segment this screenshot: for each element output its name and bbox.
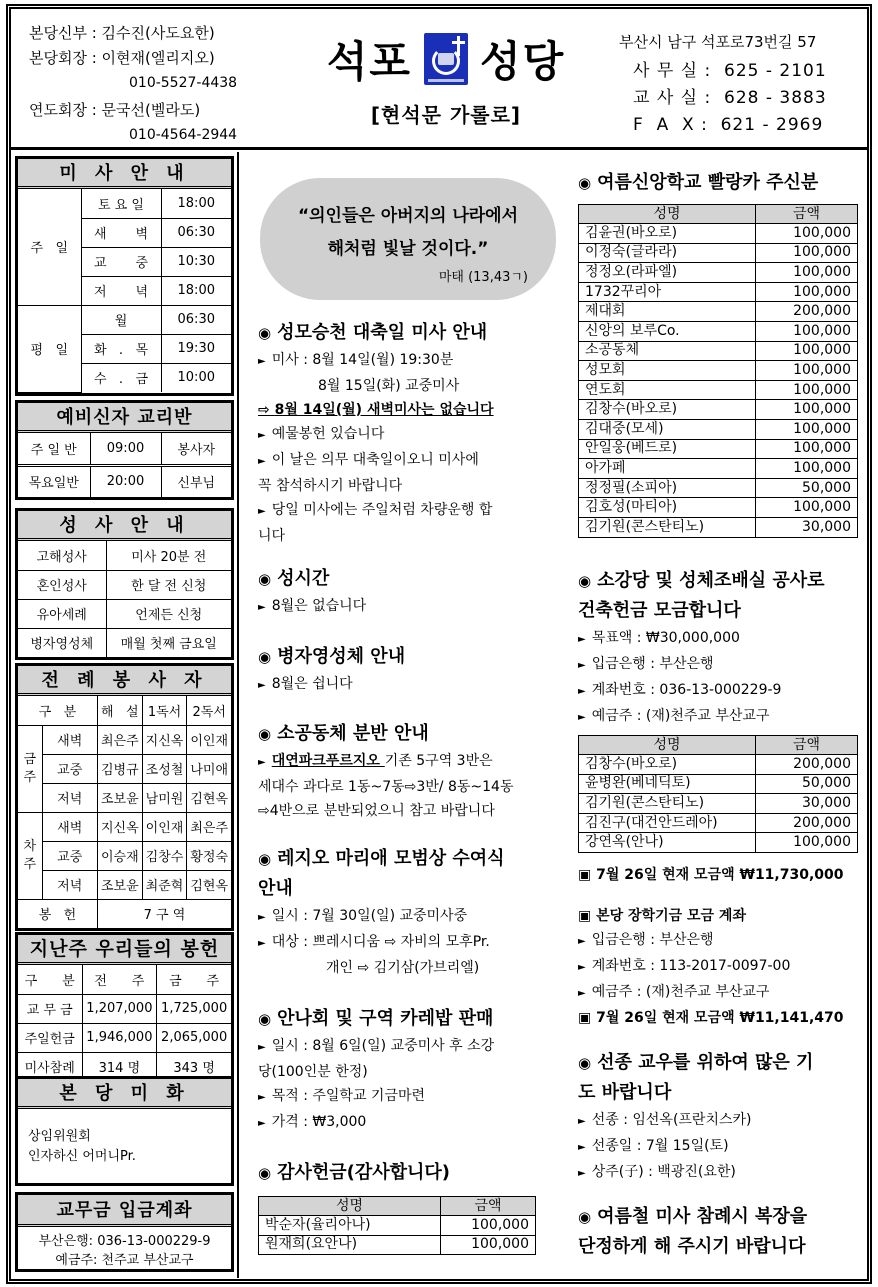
mass-time: 10:00 [161,363,231,392]
donor-amount: 100,000 [441,1216,536,1236]
slot: 교중 [42,841,97,870]
summer-donor-table [578,204,858,538]
donor-amount: 200,000 [756,302,858,322]
reader2: 최은주 [187,812,231,841]
section-title: 본당 장학기금 모금 계좌 [596,908,746,924]
bullseye-icon: ◉ [578,1054,592,1072]
text-line: 미사 : 8월 14일(월) 19:30분 [271,352,454,368]
text-line: 입금은행 : 부산은행 [591,932,714,948]
donor-row [579,439,858,459]
arrow-icon: ► [258,456,266,467]
donor-row [579,224,858,244]
arrow-icon: ► [578,936,586,947]
text-line: 세대수 과다로 1동~7동⇨3반/ 8동~14동 [258,779,514,795]
bullseye-icon: ◉ [258,648,272,666]
arrow-icon: ► [578,988,586,999]
arrow-icon: ► [258,680,266,691]
donor-amount: 100,000 [756,498,858,518]
parish-chair-phone: 010-5527-4438 [129,75,238,91]
section-title: 선종 교우를 위하여 많은 기 [597,1052,814,1073]
donor-name: 신앙의 보루Co. [579,321,756,341]
donor-amount: 200,000 [756,755,858,775]
arrow-icon: ► [258,757,266,768]
donor-amount: 100,000 [756,439,858,459]
arrow-icon: ► [258,1092,266,1103]
arrow-icon: ► [258,912,266,923]
sacraments-box [15,508,234,660]
left-column [11,152,239,1278]
col-header: 금액 [756,205,858,224]
arrow-icon: ► [258,1118,266,1129]
quote-line: “의인들은 아버지의 나라에서 [297,206,519,226]
scholarship-section [578,904,863,1030]
title-word-left: 석포 [326,37,412,86]
donor-amount: 100,000 [756,243,858,263]
donor-row [579,419,858,439]
slot: 저녁 [42,870,97,899]
class-name: 목요일반 [18,465,90,497]
commentator: 조보윤 [97,870,142,899]
commentator: 김병규 [97,754,142,783]
square-bullet-icon: ▣ [578,1010,597,1026]
donor-name: 김진구(대건안드레아) [579,813,756,833]
donor-name: 김기원(콘스탄티노) [579,794,756,814]
square-bullet-icon: ▣ [578,866,597,883]
col-header: 구 분 [18,965,82,994]
col-header: 성명 [579,736,756,755]
holy-hour-section [258,564,543,620]
section-title: 단정하게 해 주시기 바랍니다 [578,1236,806,1257]
commentator: 이승재 [97,841,142,870]
donor-name: 아가페 [579,459,756,479]
text-line: 선종 : 임선옥(프란치스카) [591,1112,752,1128]
donor-name: 성모회 [579,361,756,381]
sacrament-name: 혼인성사 [18,570,106,599]
section-title: 소공동체 분반 안내 [277,723,429,744]
bullseye-icon: ◉ [578,1208,592,1226]
class-teacher: 봉사자 [161,433,231,465]
text-line: 8월 14일(월) 새벽미사는 없습니다 [274,402,494,418]
scripture-quote [260,178,556,300]
donor-amount: 100,000 [756,419,858,439]
summer-school-section [578,168,863,538]
mass-time: 18:00 [161,189,231,218]
commentator: 최은주 [97,725,142,754]
commentator: 지신옥 [97,812,142,841]
slot: 교중 [42,754,97,783]
prev-week: 1,946,000 [82,1023,157,1052]
text-line: 대상 : 쁘레시디움 ⇨ 자비의 모후Pr. [271,934,490,950]
class-time: 20:00 [90,465,161,497]
arrow-icon: ► [578,1168,586,1179]
donor-amount: 100,000 [756,400,858,420]
offerings-box [15,932,234,1084]
text-line: 계좌번호 : 113-2017-0097-00 [591,958,791,974]
col-header: 1독서 [142,696,187,725]
text-line: 예물봉헌 있습니다 [271,426,385,442]
building-fund-section [578,566,863,887]
address: 부산시 남구 석포로73번길 57 [619,33,817,51]
this-week: 2,065,000 [157,1023,231,1052]
donor-row [579,794,858,814]
text-line: 8월 15일(화) 교중미사 [318,378,460,394]
section-title: 안내 [258,878,293,899]
arrow-icon: ► [258,506,266,517]
liturgy-servers-title: 전 례 봉 사 자 [18,666,231,696]
col-header: 금액 [756,736,858,755]
reader2: 김현옥 [187,783,231,812]
reader1: 이인재 [142,812,187,841]
donor-amount: 100,000 [441,1235,536,1255]
mass-name: 토 요 일 [81,189,161,218]
catechumen-box [15,400,234,500]
text-line: 8월은 쉽니다 [271,676,353,692]
bulletin-header [11,9,867,150]
offering-type: 미사참례 [18,1052,82,1081]
text-line: 일시 : 8월 6일(일) 교중미사 후 소강 [271,1038,495,1054]
dress-code-section [578,1202,863,1262]
donor-name: 김창수(바오로) [579,400,756,420]
donor-row [579,380,858,400]
col-header: 2독서 [187,696,231,725]
text-line: 꼭 참석하시기 바랍니다 [258,478,403,494]
section-title: 건축헌금 모금합니다 [578,600,741,621]
account-holder: 예금주: 천주교 부산교구 [55,1253,194,1268]
donor-amount: 100,000 [756,833,858,853]
donor-name: 김창수(바오로) [579,755,756,775]
this-week-label: 금주 [18,725,42,812]
mass-schedule-box [15,156,234,396]
prev-week: 314 명 [82,1052,157,1081]
parish-contact [619,31,827,139]
donor-row [579,361,858,381]
mass-name: 저 녁 [81,276,161,305]
arrow-icon: ► [258,430,266,441]
arrow-icon: ► [578,634,586,645]
bullseye-icon: ◉ [258,324,272,342]
offering-district: 7 구 역 [97,899,231,928]
account-number: 부산은행: 036-13-000229-9 [38,1234,211,1249]
slot: 저녁 [42,783,97,812]
donor-name: 원재희(요안나) [259,1235,441,1255]
quote-line: 해처럼 빛날 것이다.” [327,239,489,259]
mass-name: 새 벽 [81,218,161,247]
mass-time: 19:30 [161,334,231,363]
legio-section [258,844,543,980]
donor-amount: 100,000 [756,321,858,341]
prev-week: 1,207,000 [82,994,157,1023]
donor-name: 김호성(마티아) [579,498,756,518]
donor-name: 소공동체 [579,341,756,361]
bullseye-icon: ◉ [578,572,592,590]
col-header: 성명 [259,1197,441,1216]
quote-reference: 마태 (13,43ㄱ) [438,270,528,285]
reader2: 김현옥 [187,870,231,899]
reader1: 지신옥 [142,725,187,754]
arrow-icon: ► [258,938,266,949]
mass-name: 화 . 목 [81,334,161,363]
text-line: 니다 [258,528,286,544]
donor-row [579,302,858,322]
reader1: 남미원 [142,783,187,812]
donor-row [579,321,858,341]
section-title: 여름신앙학교 빨랑카 주신분 [597,172,819,193]
mass-time: 18:00 [161,276,231,305]
sacraments-title: 성 사 안 내 [18,511,231,541]
sacrament-info: 미사 20분 전 [106,541,231,570]
mass-name: 수 . 금 [81,363,161,392]
donor-row [579,243,858,263]
donor-amount: 100,000 [756,459,858,479]
donor-row [579,263,858,283]
bullseye-icon: ◉ [258,570,272,588]
donor-amount: 50,000 [756,478,858,498]
commentator: 조보윤 [97,783,142,812]
sunday-label: 주 일 [18,189,81,305]
small-community-section [258,719,543,823]
donor-name: 박순자(율리아나) [259,1216,441,1236]
text-line: 이 날은 의무 대축일이오니 미사에 [271,452,479,468]
col-header: 금 주 [157,965,231,994]
mass-schedule-title: 미 사 안 내 [18,159,231,189]
donor-name: 이정숙(글라라) [579,243,756,263]
donor-amount: 100,000 [756,224,858,244]
thanks-table [258,1196,536,1255]
text-line: 선종일 : 7월 15일(토) [591,1138,729,1154]
offering-label: 봉 헌 [18,899,97,928]
sacrament-name: 병자영성체 [18,628,106,657]
col-header: 구 분 [18,696,97,725]
pastor: 본당신부 : 김수진(사도요한) [29,24,215,42]
mass-name: 교 중 [81,247,161,276]
reader2: 이인재 [187,725,231,754]
donor-name: 1732꾸리아 [579,282,756,302]
reader1: 김창수 [142,841,187,870]
assumption-section [258,318,543,548]
sacrament-name: 유아세례 [18,599,106,628]
slot: 새벽 [42,725,97,754]
section-title: 성모승천 대축일 미사 안내 [277,322,488,343]
text-line: ⇨4반으로 분반되었으니 참고 바랍니다 [258,803,495,819]
thanks-section [258,1158,543,1255]
donor-row [579,459,858,479]
text-line: 당(100인분 한정) [258,1064,368,1080]
mass-time: 06:30 [161,218,231,247]
class-teacher: 신부님 [161,465,231,497]
donor-amount: 100,000 [756,361,858,381]
hollow-arrow-icon: ⇨ [258,402,275,418]
donor-name: 김윤권(바오로) [579,224,756,244]
funeral-chair: 연도회장 : 문국선(벨라도) [29,101,201,119]
donor-row [579,813,858,833]
arrow-icon: ► [578,1116,586,1127]
mass-time: 10:30 [161,247,231,276]
arrow-icon: ► [578,962,586,973]
donor-name: 김기원(콘스탄티노) [579,517,756,537]
col-header: 전 주 [82,965,157,994]
text-line: 입금은행 : 부산은행 [591,656,714,672]
donor-name: 정정오(라파엘) [579,263,756,283]
square-bullet-icon: ▣ [578,908,597,924]
donor-name: 연도회 [579,380,756,400]
donor-row [579,341,858,361]
sacrament-info: 한 달 전 신청 [106,570,231,599]
col-header: 금액 [441,1197,536,1216]
patron-saint: [현석문 가롤로] [370,103,522,127]
bullseye-icon: ◉ [258,1164,272,1182]
building-donor-table [578,735,858,853]
reader1: 조성철 [142,754,187,783]
weekday-label: 평 일 [18,305,81,392]
donor-amount: 100,000 [756,263,858,283]
donor-amount: 100,000 [756,341,858,361]
section-title: 여름철 미사 참례시 복장을 [597,1206,808,1227]
flowers-box [15,1076,234,1186]
text-line: 상주(子) : 백광진(요한) [591,1164,736,1180]
section-title: 성시간 [277,568,330,589]
donor-row [579,498,858,518]
section-title: 안나회 및 구역 카레밥 판매 [277,1008,494,1029]
text-line: 예금주 : (재)천주교 부산교구 [591,984,770,1000]
account-title: 교무금 입금계좌 [18,1195,231,1227]
donor-amount: 30,000 [756,794,858,814]
text-line: 일시 : 7월 30일(일) 교중미사중 [271,908,468,924]
this-week: 1,725,000 [157,994,231,1023]
donor-name: 정정필(소피아) [579,478,756,498]
donor-amount: 50,000 [756,774,858,794]
arrow-icon: ► [258,356,266,367]
donor-row [579,400,858,420]
funeral-chair-phone: 010-4564-2944 [129,127,238,143]
staff-contacts [29,21,237,148]
liturgy-servers-box [15,663,234,931]
title-word-right: 성당 [480,37,566,86]
catechumen-title: 예비신자 교리반 [18,403,231,433]
text-line: 당일 미사에는 주일처럼 차량운행 합 [271,502,493,518]
donor-amount: 100,000 [756,282,858,302]
section-title: 레지오 마리애 모범상 수여식 [277,848,505,869]
parish-title [311,29,581,128]
class-name: 주 일 반 [18,433,90,465]
parish-logo-icon [424,33,468,85]
mass-time: 06:30 [161,305,231,334]
donor-name: 강연옥(안나) [579,833,756,853]
this-week: 343 명 [157,1052,231,1081]
apartment-name: 대연파크푸르지오 [271,753,385,769]
text-line: 목표액 : ₩30,000,000 [591,630,740,646]
fund-total: 7월 26일 현재 모금액 ₩11,141,470 [596,1010,844,1026]
donor-row [579,282,858,302]
fax: F A X : 621 - 2969 [633,115,824,135]
flowers-title: 본 당 미 화 [18,1079,231,1109]
arrow-icon: ► [578,712,586,723]
arrow-icon: ► [578,660,586,671]
next-week-label: 차주 [18,812,42,899]
arrow-icon: ► [258,602,266,613]
section-title: 병자영성체 안내 [277,646,406,667]
anna-section [258,1004,543,1136]
donor-amount: 100,000 [756,380,858,400]
donor-row [579,478,858,498]
bullseye-icon: ◉ [258,850,272,868]
section-title: 소강당 및 성체조배실 공사로 [597,570,825,591]
donor-amount: 200,000 [756,813,858,833]
col-header: 해 설 [97,696,142,725]
donor-name: 안일웅(베드로) [579,439,756,459]
class-time: 09:00 [90,433,161,465]
arrow-icon: ► [258,1042,266,1053]
arrow-icon: ► [578,1142,586,1153]
offerings-title: 지난주 우리들의 봉헌 [18,935,231,965]
office-phone: 사 무 실 : 625 - 2101 [633,61,827,81]
mass-name: 월 [81,305,161,334]
text-line: 기존 5구역 3반은 [384,753,493,769]
donor-amount: 30,000 [756,517,858,537]
sick-communion-section [258,642,543,698]
sacrament-name: 고해성사 [18,541,106,570]
donor-row [579,755,858,775]
text-line: 예금주 : (재)천주교 부산교구 [591,708,770,724]
text-line: 가격 : ₩3,000 [271,1114,367,1130]
teacher-room-phone: 교 사 실 : 628 - 3883 [633,88,827,108]
section-title: 도 바랍니다 [578,1082,672,1103]
offering-type: 주일헌금 [18,1023,82,1052]
reader1: 최준혁 [142,870,187,899]
bullseye-icon: ◉ [578,174,592,192]
text-line: 8월은 없습니다 [271,598,367,614]
donor-row [579,833,858,853]
donor-row [579,774,858,794]
slot: 새벽 [42,812,97,841]
text-line: 개인 ⇨ 김기삼(가브리엘) [326,960,480,976]
bullseye-icon: ◉ [258,1010,272,1028]
fund-total: 7월 26일 현재 모금액 ₩11,730,000 [596,866,844,883]
parish-chair: 본당회장 : 이현재(엘리지오) [29,49,215,67]
sacrament-info: 언제든 신청 [106,599,231,628]
sacrament-info: 매월 첫째 금요일 [106,628,231,657]
flowers-line: 인자하신 어머니Pr. [28,1149,136,1164]
funeral-section [578,1048,863,1186]
col-header: 성명 [579,205,756,224]
offering-type: 교 무 금 [18,994,82,1023]
bullseye-icon: ◉ [258,725,272,743]
reader2: 황정숙 [187,841,231,870]
donor-name: 제대회 [579,302,756,322]
flowers-line: 상임위원회 [28,1129,91,1144]
donor-row [579,517,858,537]
arrow-icon: ► [578,686,586,697]
text-line: 목적 : 주일학교 기금마련 [271,1088,426,1104]
reader2: 나미애 [187,754,231,783]
text-line: 계좌번호 : 036-13-000229-9 [591,682,782,698]
section-title: 감사헌금(감사합니다) [277,1162,451,1183]
donor-name: 윤병완(베네딕토) [579,774,756,794]
account-box [15,1192,234,1272]
donor-name: 김대중(모세) [579,419,756,439]
